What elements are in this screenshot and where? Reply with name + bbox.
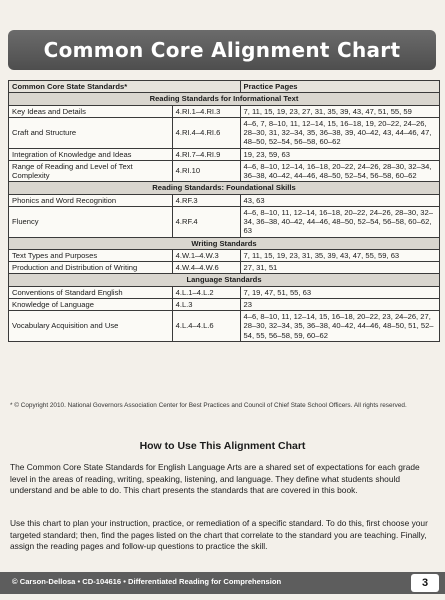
standard-code-cell: 4.RI.10 — [172, 160, 240, 182]
table-row — [9, 311, 440, 342]
table-row — [9, 206, 440, 237]
copyright-note: * © Copyright 2010. National Governors Association Center for Best Practices and Council of Chief State School Officers. All rights reserved. — [10, 402, 407, 409]
table-row — [9, 249, 440, 261]
standard-code-cell: 4.RF.3 — [172, 194, 240, 206]
standard-name-cell: Vocabulary Acquisition and Use — [9, 311, 173, 342]
page-number: 3 — [411, 574, 439, 592]
page-title: Common Core Alignment Chart — [43, 38, 401, 62]
section-title: Language Standards — [9, 274, 440, 286]
standard-name-cell: Fluency — [9, 206, 173, 237]
alignment-table — [8, 80, 440, 342]
standard-code-cell: 4.L.4–4.L.6 — [172, 311, 240, 342]
standard-code-cell: 4.W.4–4.W.6 — [172, 262, 240, 274]
standard-name-cell: Knowledge of Language — [9, 298, 173, 310]
howto-heading: How to Use This Alignment Chart — [139, 440, 306, 452]
section-title: Reading Standards: Foundational Skills — [9, 182, 440, 194]
practice-pages-cell: 7, 11, 15, 19, 23, 31, 35, 39, 43, 47, 55, 59, 63 — [240, 249, 440, 261]
practice-pages-cell: 4–6, 8–10, 12–14, 16–18, 20–22, 24–26, 28–30, 32–34, 36–38, 40–42, 44–46, 48–50, 52–54, 56–58, 60–62 — [240, 160, 440, 182]
standard-name-cell: Range of Reading and Level of Text Complexity — [9, 160, 173, 182]
standard-code-cell: 4.RI.1–4.RI.3 — [172, 105, 240, 117]
table-row — [9, 117, 440, 148]
title-banner — [8, 30, 436, 70]
section-row — [9, 93, 440, 105]
standard-name-cell: Text Types and Purposes — [9, 249, 173, 261]
practice-pages-cell: 27, 31, 51 — [240, 262, 440, 274]
table-header-row — [9, 81, 440, 93]
standard-code-cell: 4.L.3 — [172, 298, 240, 310]
howto-paragraph-1: The Common Core State Standards for English Language Arts are a shared set of expectations for each grade level in the areas of reading, writing, speaking, listening, and language. They define what students should understand and be able to do. This chart presents the standards that are covered in this book. — [10, 462, 420, 496]
practice-pages-cell: 23 — [240, 298, 440, 310]
alignment-table-body — [9, 81, 440, 342]
standard-code-cell: 4.RI.4–4.RI.6 — [172, 117, 240, 148]
table-row — [9, 298, 440, 310]
section-row — [9, 237, 440, 249]
howto-paragraph-2: Use this chart to plan your instruction, practice, or remediation of a specific standard. To do this, first choose your targeted standard; then, find the pages listed on the chart that correlate to the standard you are teaching. Finally, assign the reading pages and follow-up questions to practice the skill. — [10, 518, 428, 552]
practice-pages-cell: 4–6, 8–10, 11, 12–14, 15, 16–18, 20–22, 23, 24–26, 27, 28–30, 32–34, 35, 36–38, 40–42, 44–46, 48–50, 51, 52–54, 55, 56–58, 59, 60–62 — [240, 311, 440, 342]
table-row — [9, 105, 440, 117]
header-pages: Practice Pages — [240, 81, 440, 93]
practice-pages-cell: 4–6, 7, 8–10, 11, 12–14, 15, 16–18, 19, 20–22, 24–26, 28–30, 31, 32–34, 35, 36–38, 39, 40–42, 43, 44–46, 47, 48–50, 52–54, 56–58, 60–62 — [240, 117, 440, 148]
standard-code-cell: 4.RI.7–4.RI.9 — [172, 148, 240, 160]
section-title: Reading Standards for Informational Text — [9, 93, 440, 105]
section-row — [9, 274, 440, 286]
practice-pages-cell: 4–6, 8–10, 11, 12–14, 16–18, 20–22, 24–26, 28–30, 32–34, 36–38, 40–42, 44–46, 48–50, 52–54, 56–58, 60–62, 63 — [240, 206, 440, 237]
standard-name-cell: Phonics and Word Recognition — [9, 194, 173, 206]
standard-name-cell: Production and Distribution of Writing — [9, 262, 173, 274]
table-row — [9, 262, 440, 274]
standard-code-cell: 4.L.1–4.L.2 — [172, 286, 240, 298]
practice-pages-cell: 19, 23, 59, 63 — [240, 148, 440, 160]
practice-pages-cell: 43, 63 — [240, 194, 440, 206]
table-row — [9, 194, 440, 206]
practice-pages-cell: 7, 19, 47, 51, 55, 63 — [240, 286, 440, 298]
practice-pages-cell: 7, 11, 15, 19, 23, 27, 31, 35, 39, 43, 47, 51, 55, 59 — [240, 105, 440, 117]
standard-code-cell: 4.RF.4 — [172, 206, 240, 237]
header-standard: Common Core State Standards* — [9, 81, 241, 93]
footer-bar — [0, 572, 445, 594]
table-row — [9, 286, 440, 298]
table-row — [9, 148, 440, 160]
table-row — [9, 160, 440, 182]
section-row — [9, 182, 440, 194]
standard-name-cell: Conventions of Standard English — [9, 286, 173, 298]
standard-name-cell: Integration of Knowledge and Ideas — [9, 148, 173, 160]
section-title: Writing Standards — [9, 237, 440, 249]
standard-name-cell: Craft and Structure — [9, 117, 173, 148]
standard-code-cell: 4.W.1–4.W.3 — [172, 249, 240, 261]
standard-name-cell: Key Ideas and Details — [9, 105, 173, 117]
footer-text: © Carson-Dellosa • CD-104616 • Differentiated Reading for Comprehension — [12, 577, 282, 586]
